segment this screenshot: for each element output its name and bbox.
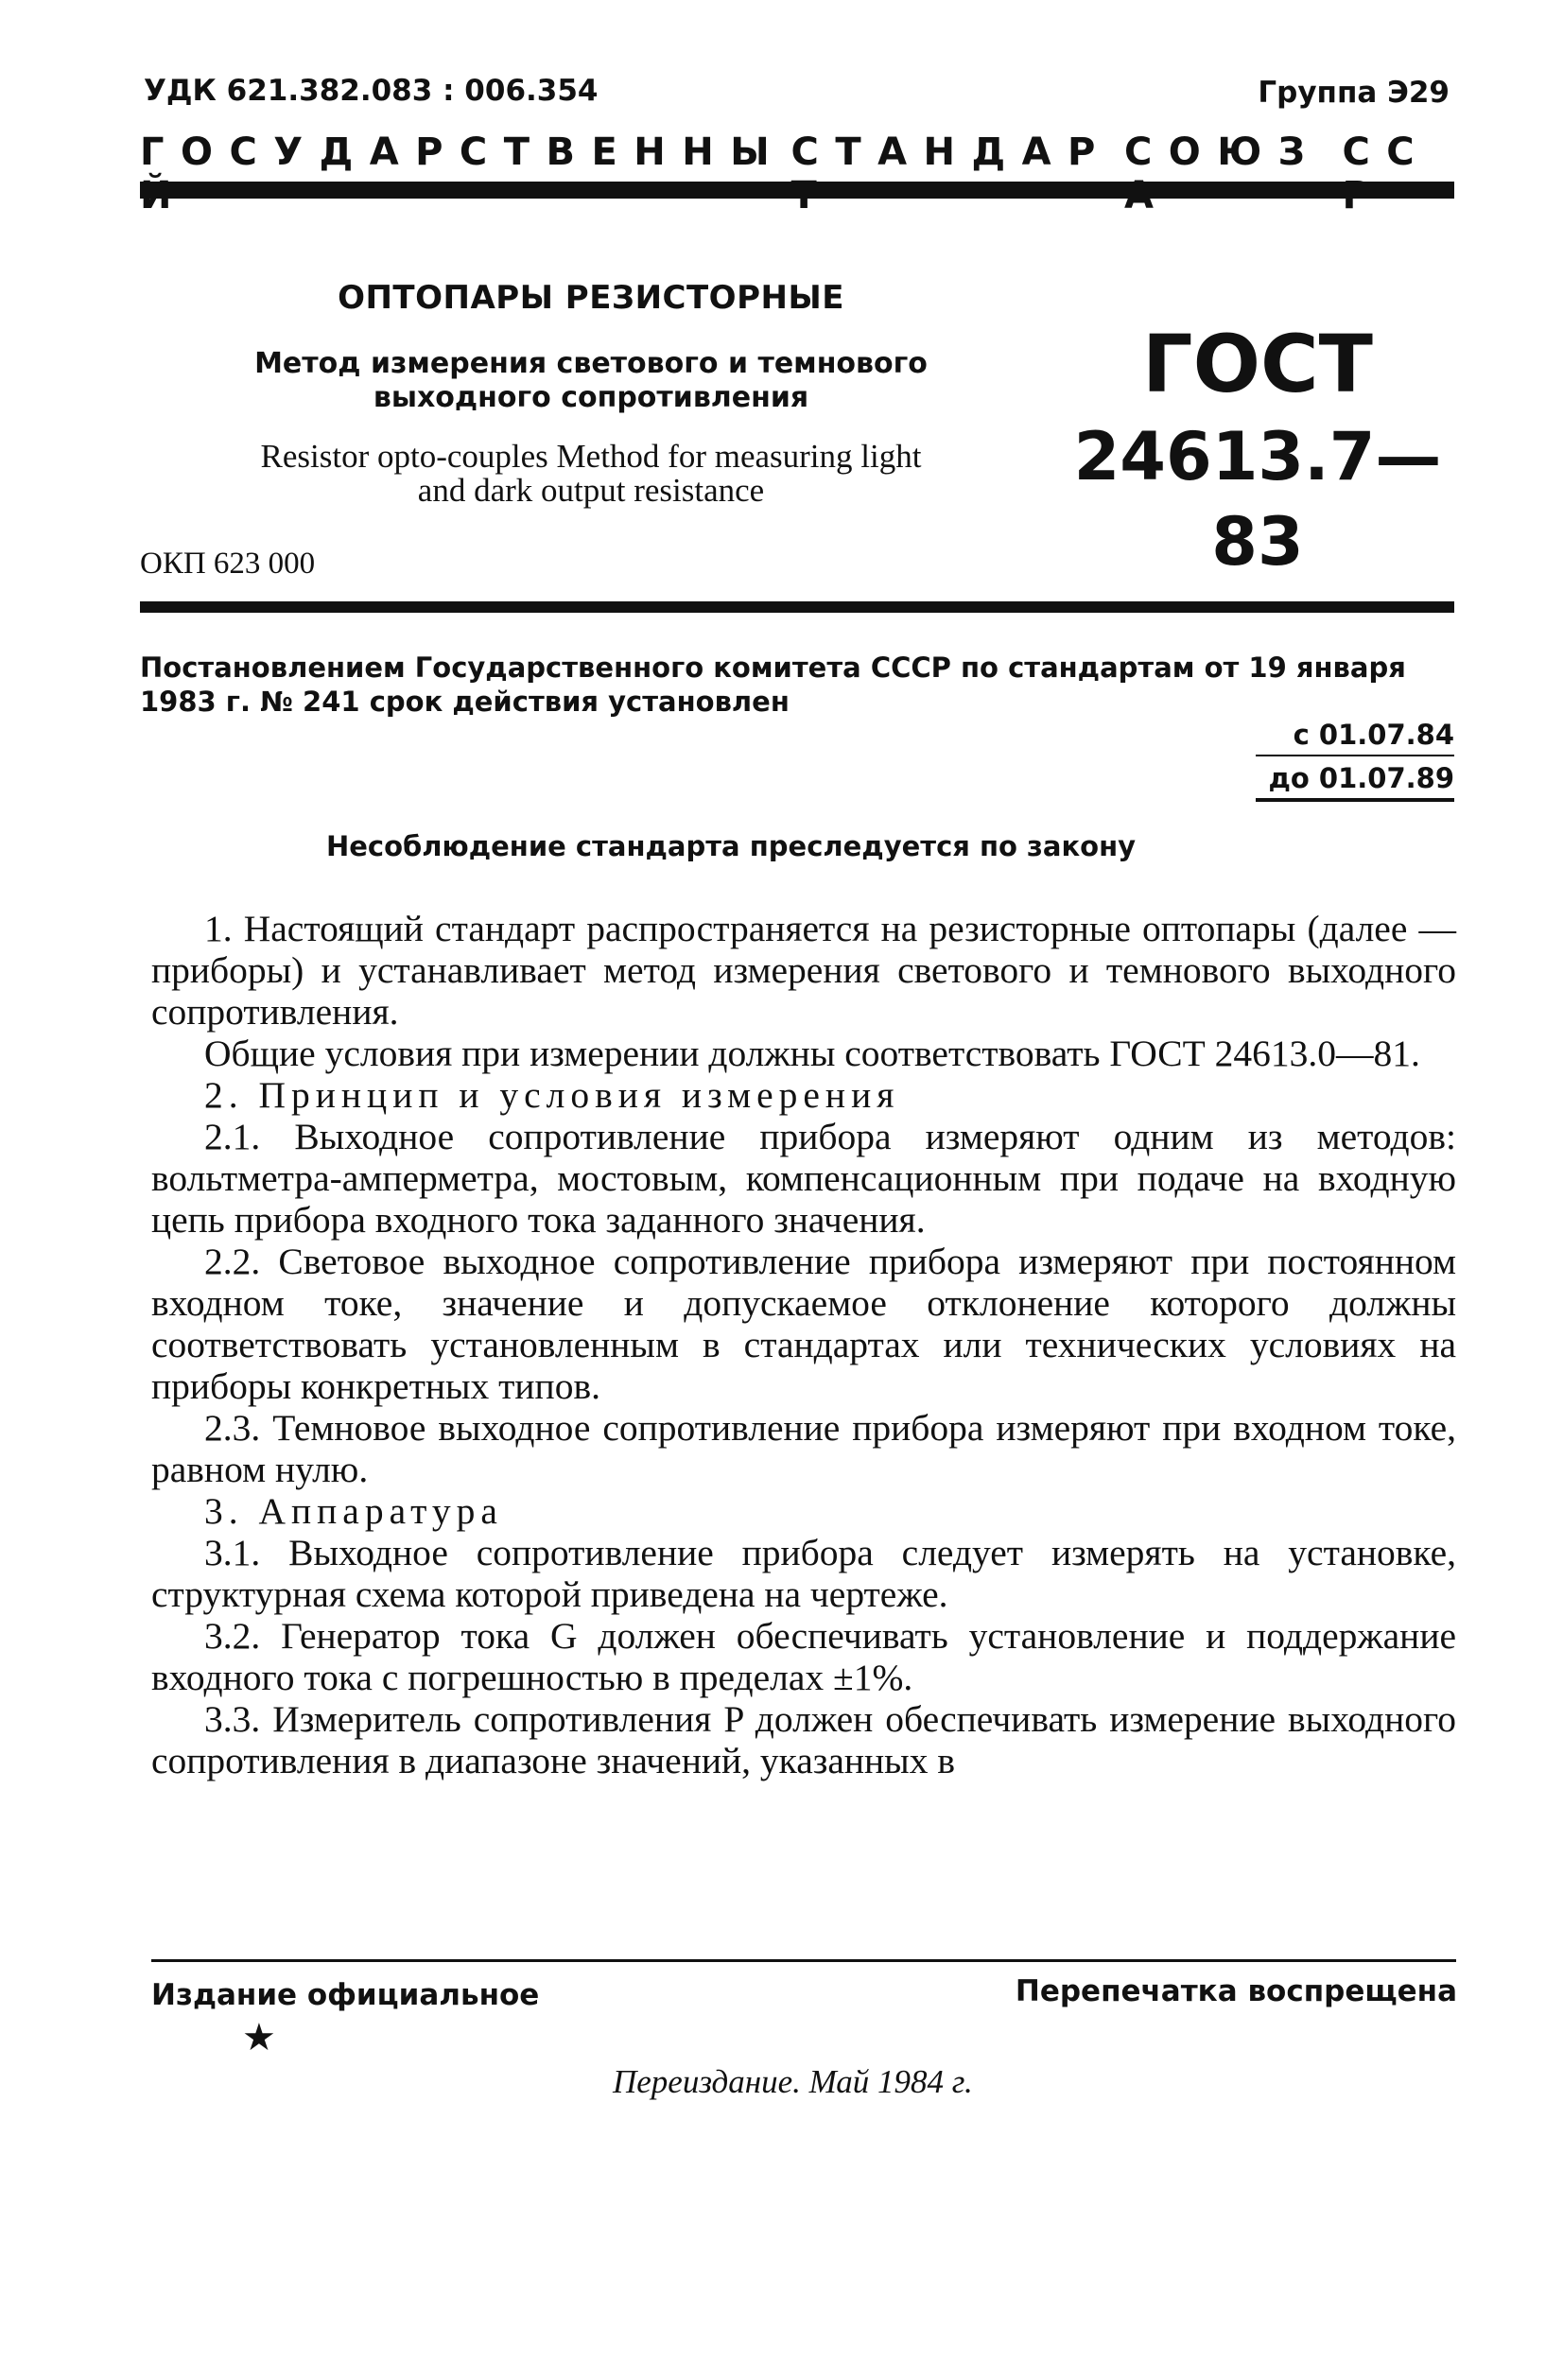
banner-word-state: Г О С У Д А Р С Т В Е Н Н Ы (140, 130, 771, 174)
english-line-2: and dark output resistance (417, 472, 765, 509)
banner-word-union: С О Ю З (1123, 130, 1306, 174)
state-standard-banner (140, 130, 1454, 217)
banner-word-standard: С Т А Н Д А Р (790, 130, 1096, 174)
official-edition-label: Издание официальное (151, 1978, 540, 2012)
violation-notice: Несоблюдение стандарта преследуется по закону (325, 830, 1137, 862)
paragraph-3-1: 3.1. Выходное сопротивление прибора следует измерять на установке, структурная схема которой приведена на чертеже. (151, 1532, 1456, 1615)
decree-line-2: 1983 г. № 241 срок действия установлен (140, 686, 790, 718)
reissue-note: Переиздание. Май 1984 г. (613, 2063, 973, 2100)
paragraph-3-3: 3.3. Измеритель сопротивления P должен обеспечивать измерение выходного сопротивления в диапазоне значений, указанных в (151, 1698, 1456, 1781)
section-heading-2: 2. Принцип и условия измерения (204, 1074, 900, 1116)
method-line-2: выходного сопротивления (373, 381, 809, 414)
date-to: до 01.07.89 (1256, 756, 1454, 802)
paragraph-2-2: 2.2. Световое выходное сопротивление прибора измеряют при постоянном входном токе, значение и допускаемое отклонение которого должны соответствовать установленным в стандартах или технических условиях на приборы конкретных типов. (151, 1241, 1456, 1407)
star-icon: ★ (242, 2016, 276, 2059)
document-title: ОПТОПАРЫ РЕЗИСТОРНЫЕ (338, 279, 844, 317)
reprint-prohibited-label: Перепечатка воспрещена (1015, 1974, 1457, 2008)
english-title (184, 440, 998, 508)
body-text (151, 908, 1456, 1781)
paragraph-3-2: 3.2. Генератор тока G должен обеспечивать установление и поддержание входного тока с погрешностью в пределах ±1%. (151, 1615, 1456, 1698)
decree-text (140, 651, 1454, 719)
paragraph-1-general: Общие условия при измерении должны соответствовать ГОСТ 24613.0—81. (204, 1033, 1420, 1074)
english-line-1: Resistor opto-couples Method for measuring light (260, 438, 922, 475)
gost-designation (1059, 318, 1456, 584)
okp-code: ОКП 623 000 (140, 547, 316, 581)
date-from: с 01.07.84 (1256, 719, 1454, 756)
group-code: Группа Э29 (1258, 76, 1450, 110)
title-block (184, 279, 998, 508)
header-rule (140, 182, 1454, 199)
paragraph-2-3: 2.3. Темновое выходное сопротивление прибора измеряют при входном токе, равном нулю. (151, 1407, 1456, 1490)
paragraph-1: 1. Настоящий стандарт распространяется на резисторные оптопары (далее — приборы) и устанавливает метод измерения светового и темнового выходного сопротивления. (151, 908, 1456, 1033)
title-rule (140, 601, 1454, 613)
method-subtitle (184, 347, 998, 415)
banner-word-ussr: С С (1342, 130, 1415, 174)
gost-number: 24613.7—83 (1073, 418, 1442, 581)
udc-code: УДК 621.382.083 : 006.354 (144, 74, 599, 108)
method-line-1: Метод измерения светового и темнового (254, 347, 928, 380)
footer-rule (151, 1959, 1456, 1962)
paragraph-2-1: 2.1. Выходное сопротивление прибора измеряют одним из методов: вольтметра-амперметра, мостовым, компенсационным при подаче на входную цепь прибора входного тока заданного значения. (151, 1116, 1456, 1241)
validity-dates (1256, 719, 1454, 802)
section-heading-3: 3. Аппаратура (204, 1490, 503, 1532)
decree-line-1: Постановлением Государственного комитета СССР по стандартам от 19 января (140, 651, 1406, 684)
gost-word: ГОСТ (1142, 318, 1373, 410)
